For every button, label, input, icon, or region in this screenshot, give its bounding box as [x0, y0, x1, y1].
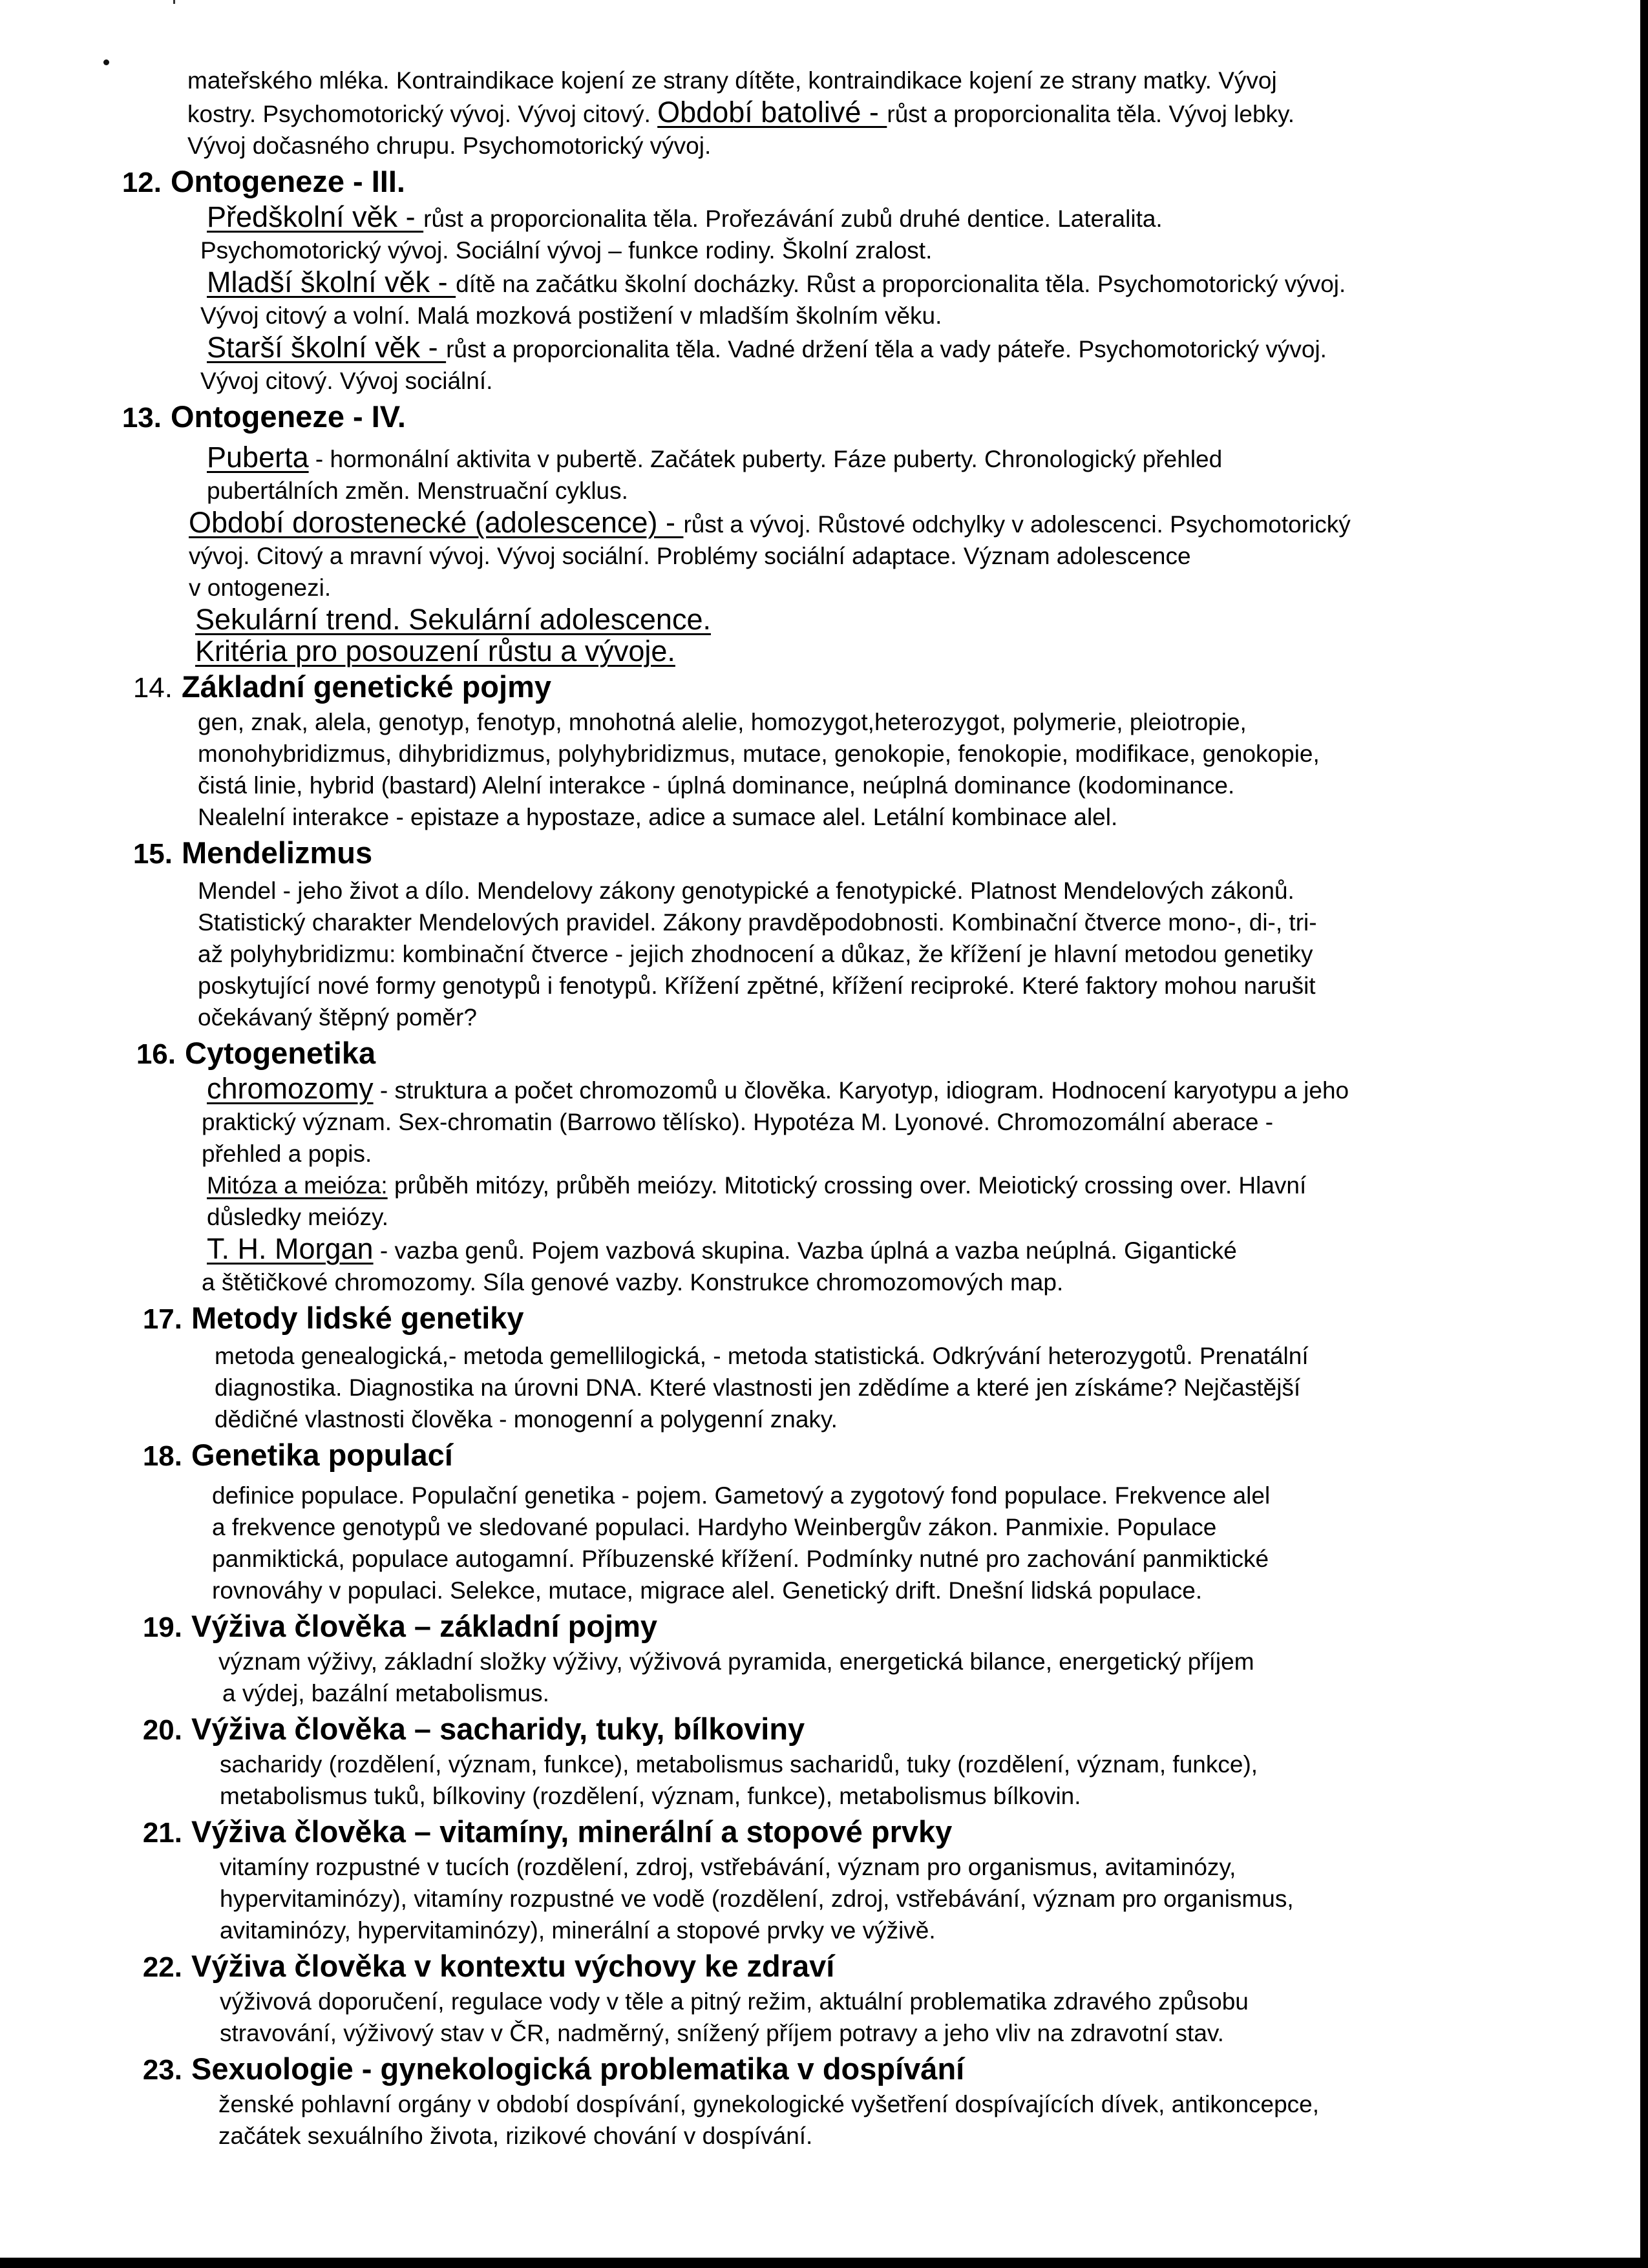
section-title: Genetika populací [191, 1438, 453, 1472]
section-heading-22 [123, 1948, 1480, 1986]
underlined-heading: Kritéria pro posouzení růstu a vývoje. [195, 635, 675, 667]
text-line: přehled a popis. [202, 1140, 372, 1167]
text-line: dědičné vlastnosti člověka - monogenní a polygenní znaky. [215, 1406, 838, 1433]
text-span: - struktura a počet chromozomů u člověka. Karyotyp, idiogram. Hodnocení karyotypu a jeho [373, 1077, 1349, 1104]
text-line: očekávaný štěpný poměr? [198, 1004, 477, 1031]
text-line: ženské pohlavní orgány v období dospívání, gynekologické vyšetření dospívajících dívek, antikoncepce, [218, 2091, 1320, 2117]
section-number: 13. [121, 402, 162, 434]
text-line: sacharidy (rozdělení, význam, funkce), metabolismus sacharidů, tuky (rozdělení, význam, funkce), [220, 1751, 1258, 1778]
section-body-22 [220, 1986, 1480, 2049]
underlined-heading: T. H. Morgan [207, 1232, 374, 1265]
text-span: růst a proporcionalita těla. Prořezávání zubů druhé dentice. Lateralita. [423, 205, 1163, 232]
text-line: vitamíny rozpustné v tucích (rozdělení, zdroj, vstřebávání, význam pro organismus, avitaminózy, [220, 1854, 1236, 1880]
section-number: 18. [142, 1440, 182, 1472]
text-line: metoda genealogická,- metoda gemellilogická, - metoda statistická. Odkrývání heterozygotů. Prenatální [215, 1343, 1309, 1369]
text-line: a výdej, bazální metabolismus. [222, 1680, 549, 1706]
section-title: Výživa člověka – základní pojmy [191, 1609, 658, 1643]
text-span: růst a vývoj. Růstové odchylky v adolescenci. Psychomotorický [683, 511, 1351, 538]
section-title: Základní genetické pojmy [182, 669, 552, 704]
text-line: až polyhybridizmu: kombinační čtverce - jejich zhodnocení a důkaz, že křížení je hlavní metodou genetiky [198, 941, 1313, 967]
section-body-20 [220, 1748, 1480, 1812]
text-line: poskytující nové formy genotypů i fenotypů. Křížení zpětné, křížení reciproké. Které faktory mohou narušit [198, 972, 1316, 999]
underlined-heading: Období batolivé - [657, 96, 887, 129]
underlined-heading: Mitóza a meióza: [207, 1172, 388, 1199]
scan-dot [103, 59, 109, 65]
text-span: průběh mitózy, průběh meiózy. Mitotický crossing over. Meiotický crossing over. Hlavní [387, 1172, 1307, 1199]
text-line: monohybridizmus, dihybridizmus, polyhybridizmus, mutace, genokopie, fenokopie, modifikace, genokopie, [198, 740, 1320, 767]
text-line: Vývoj citový. Vývoj sociální. [200, 368, 493, 394]
underlined-heading: Mladší školní věk - [207, 266, 456, 299]
section-heading-15 [113, 835, 1480, 872]
text-line: v ontogenezi. [189, 574, 332, 601]
section-number: 23. [142, 2054, 182, 2086]
section-title: Mendelizmus [182, 835, 373, 870]
section-number: 19. [142, 1612, 182, 1643]
text-line: čistá linie, hybrid (bastard) Alelní interakce - úplná dominance, neúplná dominance (kodominance. [198, 772, 1235, 799]
text-line: výživová doporučení, regulace vody v těle a pitný režim, aktuální problematika zdravého způsobu [220, 1988, 1249, 2015]
scan-border-bottom [0, 2258, 1648, 2268]
text-line: avitaminózy, hypervitaminózy), minerální a stopové prvky ve výživě. [220, 1917, 936, 1944]
underlined-heading: Období dorostenecké (adolescence) - [189, 506, 684, 539]
underlined-heading: Předškolní věk - [207, 200, 424, 233]
section-body-21 [220, 1851, 1480, 1946]
text-line [187, 96, 1480, 130]
text-line: význam výživy, základní složky výživy, výživová pyramida, energetická bilance, energetický příjem [218, 1648, 1254, 1675]
text-line [207, 1073, 1480, 1106]
section-number: 22. [142, 1951, 182, 1983]
text-line: stravování, výživový stav v ČR, nadměrný, snížený příjem potravy a jeho vliv na zdravotní stav. [220, 2020, 1224, 2046]
text-span: - vazba genů. Pojem vazbová skupina. Vazba úplná a vazba neúplná. Gigantické [373, 1237, 1237, 1264]
underlined-heading: Starší školní věk - [207, 331, 447, 364]
text-line: a frekvence genotypů ve sledované populaci. Hardyho Weinbergův zákon. Panmixie. Populace [212, 1514, 1217, 1540]
section-number: 17. [142, 1303, 182, 1335]
section-number: 20. [142, 1714, 182, 1746]
text-line [207, 266, 1480, 300]
section-number: 12. [121, 167, 162, 198]
text-line [207, 1233, 1480, 1266]
text-line: Mendel - jeho život a dílo. Mendelovy zákony genotypické a fenotypické. Platnost Mendelových zákonů. [198, 877, 1294, 904]
text-line [207, 201, 1480, 235]
section-body-13 [189, 441, 1480, 667]
section-heading-13 [102, 399, 1480, 436]
section-number: 15. [132, 838, 173, 870]
scan-border-right [1640, 0, 1648, 2268]
section-heading-19 [123, 1608, 1480, 1646]
section-number: 21. [142, 1817, 182, 1849]
text-span: růst a proporcionalita těla. Vývoj lebky. [887, 101, 1295, 127]
text-line: Vývoj citový a volní. Malá mozková postižení v mladším školním věku. [200, 302, 942, 329]
section-body-23 [218, 2088, 1480, 2152]
section-body-19 [218, 1646, 1480, 1709]
section-title: Výživa člověka – vitamíny, minerální a stopové prvky [191, 1814, 953, 1849]
underlined-heading: chromozomy [207, 1072, 374, 1105]
text-line: Psychomotorický vývoj. Sociální vývoj – funkce rodiny. Školní zralost. [200, 237, 933, 264]
text-line [207, 331, 1480, 365]
intro-block [187, 65, 1480, 162]
text-line: pubertálních změn. Menstruační cyklus. [207, 478, 628, 504]
section-heading-12 [102, 163, 1480, 201]
document-page [121, 65, 1480, 2152]
text-line: vývoj. Citový a mravní vývoj. Vývoj sociální. Problémy sociální adaptace. Význam adolescence [189, 543, 1191, 569]
section-title: Sexuologie - gynekologická problematika v dospívání [191, 2052, 965, 2086]
text-line: důsledky meiózy. [207, 1204, 389, 1230]
text-span: kostry. Psychomotorický vývoj. Vývoj citový. [187, 101, 658, 127]
section-title: Cytogenetika [185, 1036, 376, 1070]
section-title: Metody lidské genetiky [191, 1301, 524, 1335]
text-span: - hormonální aktivita v pubertě. Začátek puberty. Fáze puberty. Chronologický přehled [308, 446, 1223, 472]
underlined-heading: Sekulární trend. Sekulární adolescence. [195, 603, 711, 636]
text-line: panmiktická, populace autogamní. Příbuzenské křížení. Podmínky nutné pro zachování panmiktické [212, 1546, 1269, 1572]
text-line: hypervitaminózy), vitamíny rozpustné ve vodě (rozdělení, zdroj, vstřebávání, význam pro organismus, [220, 1885, 1294, 1912]
text-line: gen, znak, alela, genotyp, fenotyp, mnohotná alelie, homozygot,heterozygot, polymerie, pleiotropie, [198, 709, 1247, 735]
section-heading-17 [123, 1300, 1480, 1338]
section-heading-21 [123, 1814, 1480, 1851]
text-span: dítě na začátku školní docházky. Růst a proporcionalita těla. Psychomotorický vývoj. [456, 271, 1346, 297]
underlined-heading: Puberta [207, 441, 309, 474]
text-line: praktický význam. Sex-chromatin (Barrowo tělísko). Hypotéza M. Lyonové. Chromozomální aberace - [202, 1109, 1274, 1135]
text-line [189, 507, 1480, 540]
section-body-16 [202, 1072, 1480, 1298]
section-body-15 [198, 875, 1480, 1033]
text-line [207, 1170, 1480, 1201]
section-number: 14. [132, 672, 173, 704]
section-body-14 [198, 706, 1480, 833]
section-heading-18 [123, 1437, 1480, 1475]
text-line: začátek sexuálního života, rizikové chování v dospívání. [218, 2123, 813, 2149]
section-body-18 [212, 1480, 1480, 1606]
text-span: růst a proporcionalita těla. Vadné držení těla a vady páteře. Psychomotorický vývoj. [446, 336, 1327, 362]
section-number: 16. [136, 1038, 176, 1070]
text-line: metabolismus tuků, bílkoviny (rozdělení, význam, funkce), metabolismus bílkovin. [220, 1783, 1081, 1809]
section-title: Ontogeneze - III. [171, 164, 405, 198]
section-body-12 [200, 200, 1480, 397]
section-title: Ontogeneze - IV. [171, 399, 406, 434]
text-line: mateřského mléka. Kontraindikace kojení ze strany dítěte, kontraindikace kojení ze strany matky. Vývoj [187, 67, 1277, 94]
section-body-17 [215, 1340, 1480, 1435]
text-line: rovnováhy v populaci. Selekce, mutace, migrace alel. Genetický drift. Dnešní lidská populace. [212, 1577, 1203, 1604]
section-title: Výživa člověka – sacharidy, tuky, bílkoviny [191, 1712, 805, 1746]
section-title: Výživa člověka v kontextu výchovy ke zdraví [191, 1949, 835, 1983]
text-line: Nealelní interakce - epistaze a hypostaze, adice a sumace alel. Letální kombinace alel. [198, 804, 1118, 830]
text-line: diagnostika. Diagnostika na úrovni DNA. Které vlastnosti jen zdědíme a které jen získáme? Nejčastější [215, 1374, 1301, 1401]
section-heading-23 [123, 2051, 1480, 2088]
scan-tick [173, 0, 175, 4]
text-line: Vývoj dočasného chrupu. Psychomotorický vývoj. [187, 132, 712, 159]
section-heading-14 [113, 669, 1480, 706]
text-line: definice populace. Populační genetika - pojem. Gametový a zygotový fond populace. Frekvence alel [212, 1482, 1271, 1509]
section-heading-16 [116, 1035, 1480, 1073]
text-line: a štětičkové chromozomy. Síla genové vazby. Konstrukce chromozomových map. [202, 1269, 1064, 1296]
text-line [207, 441, 1480, 475]
text-line: Statistický charakter Mendelových pravidel. Zákony pravděpodobnosti. Kombinační čtverce mono-, di-, tri- [198, 909, 1317, 936]
section-heading-20 [123, 1711, 1480, 1748]
